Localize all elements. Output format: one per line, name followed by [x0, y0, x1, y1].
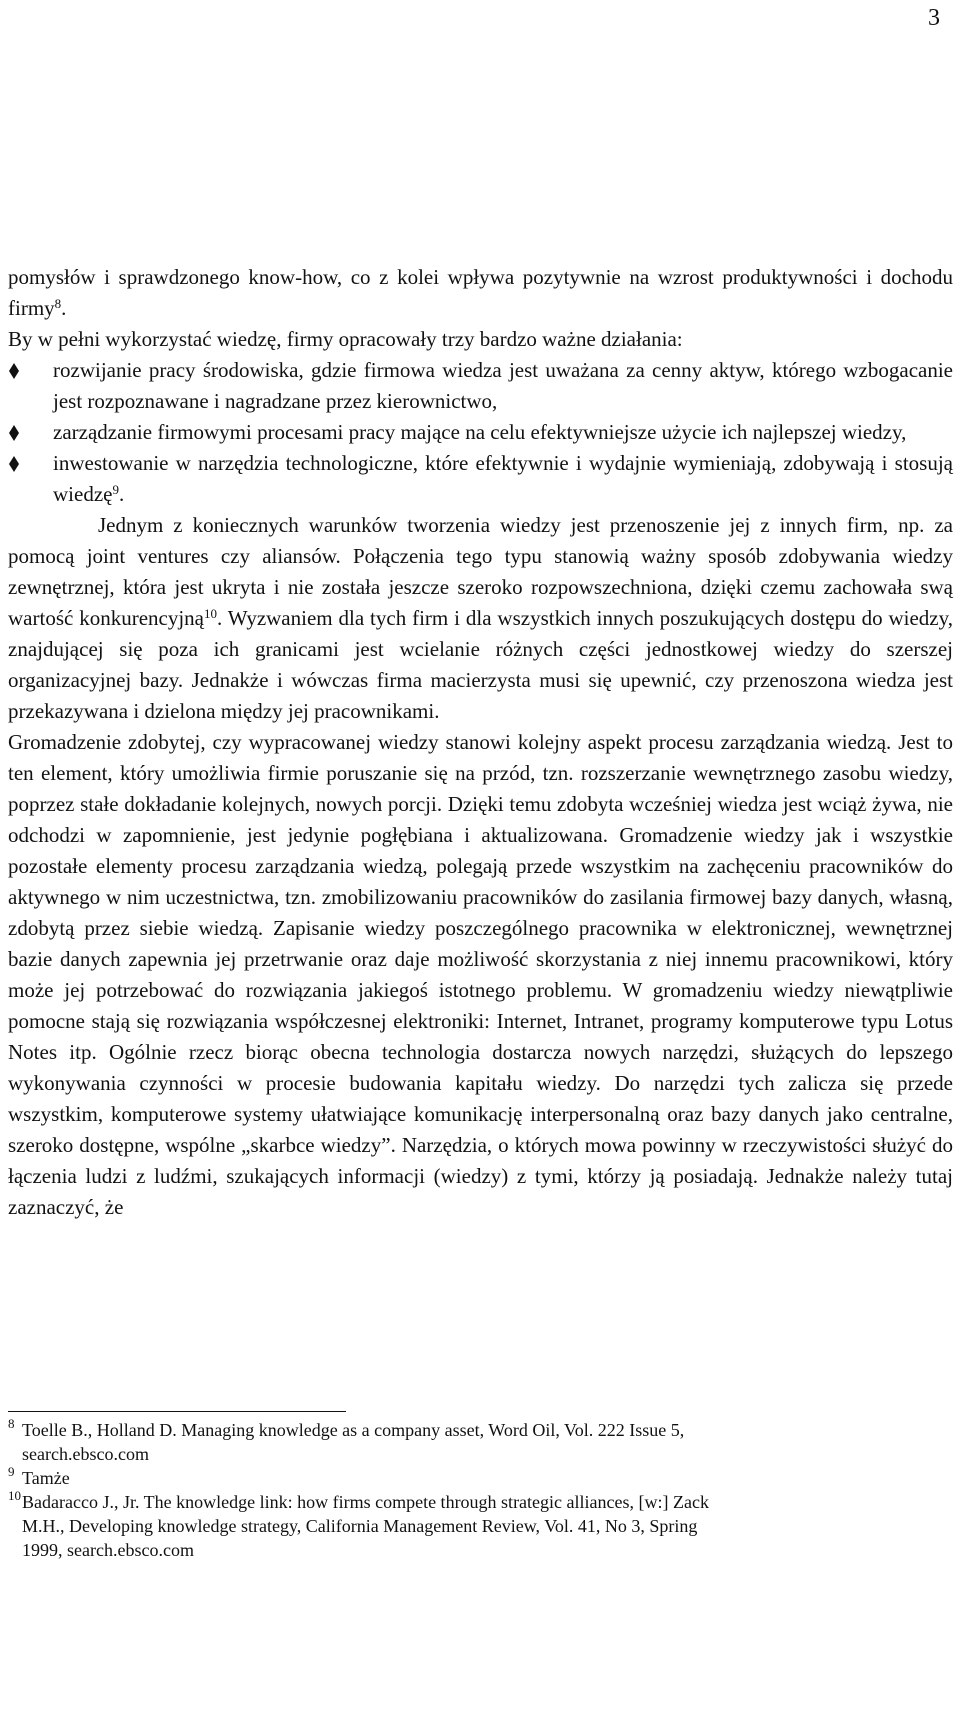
footnote-ref-10[interactable]: 10 [204, 606, 217, 621]
paragraph-3 [8, 510, 953, 727]
footnote-number: 10 [8, 1488, 21, 1503]
bullet-item [8, 355, 953, 417]
paragraph-3-text-a: Jednym z koniecznych warunków tworzenia wiedzy jest przenoszenie jej z innych firm, np. za pomocą joint ventures czy aliansów. Połączenia tego typu stanowią ważny sposób zdobywania wiedzy zewnętrznej, która jest ukryta i nie została jeszcze szeroko rozpowszechniona, dzięki czemu zachowała swą wartość konkurencyjną [8, 513, 953, 630]
bullet-item-text: zarządzanie firmowymi procesami pracy mające na celu efektywniejsze użycie ich najlepszej wiedzy, [53, 420, 907, 444]
paragraph-1 [8, 262, 953, 324]
footnote-ref-8[interactable]: 8 [54, 296, 62, 311]
paragraph-2: By w pełni wykorzystać wiedzę, firmy opracowały trzy bardzo ważne działania: [8, 327, 683, 351]
footnote-8 [8, 1418, 953, 1466]
footnote-ref-9[interactable]: 9 [112, 482, 119, 497]
footnote-number: 8 [8, 1416, 15, 1431]
bullet-item-text: rozwijanie pracy środowiska, gdzie firmowa wiedza jest uważana za cenny aktyw, którego wzbogacanie jest rozpoznawane i nagradzane przez kierownictwo, [53, 358, 953, 413]
main-text [8, 262, 953, 1223]
paragraph-3-text-b: . Wyzwaniem dla tych firm i dla wszystkich innych poszukujących dostępu do wiedzy, znajdującej się poza ich granicami jest wcielanie różnych części jednostkowej wiedzy do szerszej organizacyjnej bazy. Jednakże i wówczas firma macierzysta musi się upewnić, czy przenoszona wiedza jest przekazywana i dzielona między jej pracownikami. [8, 606, 953, 723]
footnote-text: Badaracco J., Jr. The knowledge link: how firms compete through strategic alliances, [w:] Zack [22, 1492, 709, 1512]
footnote-9 [8, 1466, 953, 1490]
page-number: 3 [928, 5, 940, 31]
bullet-item-text: inwestowanie w narzędzia technologiczne, które efektywnie i wydajnie wymieniają, zdobywają i stosują wiedzę [53, 451, 953, 506]
bullet-item [8, 417, 953, 448]
footnote-separator [8, 1411, 346, 1412]
footnote-10 [8, 1490, 953, 1562]
bullet-list [8, 355, 953, 510]
diamond-bullet-icon [8, 455, 20, 473]
bullet-item [8, 448, 953, 510]
footnotes [8, 1418, 953, 1562]
bullet-item-end: . [118, 482, 125, 506]
footnote-text: Tamże [22, 1468, 70, 1488]
footnote-text-continued: M.H., Developing knowledge strategy, California Management Review, Vol. 41, No 3, Spring [22, 1516, 698, 1536]
diamond-bullet-icon [8, 362, 20, 380]
paragraph-1-end: . [61, 296, 67, 320]
footnote-text-continued: search.ebsco.com [22, 1444, 149, 1464]
footnote-text: Toelle B., Holland D. Managing knowledge as a company asset, Word Oil, Vol. 222 Issue 5, [22, 1420, 685, 1440]
diamond-bullet-icon [8, 424, 20, 442]
footnote-text-continued-2: 1999, search.ebsco.com [22, 1540, 194, 1560]
paragraph-1-text: pomysłów i sprawdzonego know-how, co z kolei wpływa pozytywnie na wzrost produktywności i dochodu firmy [8, 265, 953, 320]
paragraph-4: Gromadzenie zdobytej, czy wypracowanej wiedzy stanowi kolejny aspekt procesu zarządzania wiedzą. Jest to ten element, który umożliwia firmie poruszanie się na przód, tzn. rozszerzanie wewnętrznego zasobu wiedzy, poprzez stałe dokładanie kolejnych, nowych porcji. Dzięki temu zdobyta wcześniej wiedza jest wciąż żywa, nie odchodzi w zapomnienie, jest jedynie pogłębiana i aktualizowana. Gromadzenie wiedzy jak i wszystkie pozostałe elementy procesu zarządzania wiedzą, polegają przede wszystkim na zachęceniu pracowników do aktywnego w nim uczestnictwa, tzn. zmobilizowaniu pracowników do zasilania firmowej bazy danych, własną, zdobytą przez siebie wiedzą. Zapisanie wiedzy poszczególnego pracownika w elektronicznej, wewnętrznej bazie danych zapewnia jej przetrwanie oraz daje możliwość skorzystania z niej innemu pracownikowi, który może jej potrzebować do rozwiązania jakiegoś istotnego problemu. W gromadzeniu wiedzy niewątpliwie pomocne stają się rozwiązania współczesnej elektroniki: Internet, Intranet, programy komputerowe typu Lotus Notes itp. Ogólnie rzecz biorąc obecna technologia dostarcza nowych narzędzi, służących do lepszego wykonywania czynności w procesie budowania kapitału wiedzy. Do narzędzi tych zalicza się przede wszystkim, komputerowe systemy ułatwiające komunikację interpersonalną oraz bazy danych jako centralne, szeroko dostępne, wspólne „skarbce wiedzy”. Narzędzia, o których mowa powinny w rzeczywistości służyć do łączenia ludzi z ludźmi, szukających informacji (wiedzy) z tymi, którzy ją posiadają. Jednakże należy tutaj zaznaczyć, że [8, 730, 953, 1219]
footnote-number: 9 [8, 1464, 15, 1479]
